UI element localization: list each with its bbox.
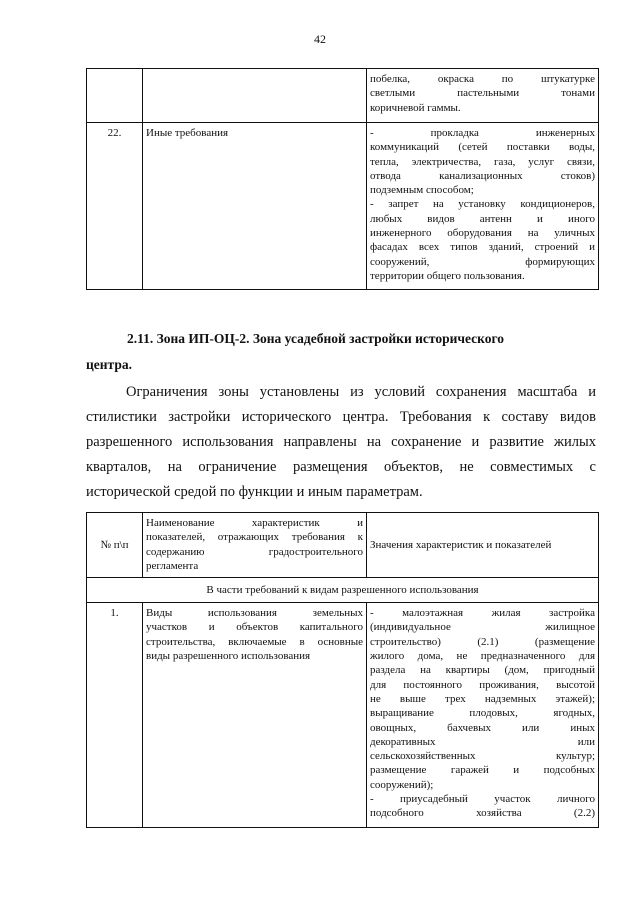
zone-requirements-table bbox=[86, 512, 599, 828]
characteristic-value bbox=[367, 69, 599, 123]
paragraph-line: стилистики застройки исторического центра. Требования к составу видов bbox=[86, 409, 596, 425]
table-row bbox=[87, 603, 599, 827]
header-line: Наименование характеристик и bbox=[146, 517, 363, 529]
section-heading-continuation: центра. bbox=[86, 357, 132, 372]
value-line: побелка, окраска по штукатурке bbox=[370, 73, 595, 85]
value-line: строительство) (2.1) (размещение bbox=[370, 635, 595, 648]
header-characteristics bbox=[143, 513, 367, 578]
value-line: коммуникаций (сетей поставки воды, bbox=[370, 141, 595, 154]
row-number bbox=[87, 69, 143, 123]
value-line: сооружений); bbox=[370, 778, 434, 791]
value-line: подземным способом; bbox=[370, 184, 474, 197]
value-line: сельскохозяйственных культур; bbox=[370, 750, 595, 763]
header-values: Значения характеристик и показателей bbox=[367, 513, 599, 578]
row-number: 22. bbox=[87, 123, 143, 290]
value-line: декоративных или bbox=[370, 735, 595, 748]
value-line: - прокладка инженерных bbox=[370, 127, 595, 139]
value-line: подсобного хозяйства (2.2) bbox=[370, 807, 595, 820]
value-line: для постоянного проживания, высотой bbox=[370, 678, 595, 691]
characteristic-value bbox=[367, 603, 599, 827]
characteristic-name bbox=[143, 69, 367, 123]
header-number: № п\п bbox=[87, 513, 143, 578]
value-line: территории общего пользования. bbox=[370, 269, 525, 282]
table-row bbox=[87, 69, 599, 123]
table-subheader-row bbox=[87, 578, 599, 603]
value-line: инженерного оборудования на уличных bbox=[370, 227, 595, 240]
section-paragraph bbox=[86, 380, 596, 505]
value-line: выращивание плодовых, ягодных, bbox=[370, 707, 595, 720]
value-line: светлыми пастельными тонами bbox=[370, 87, 595, 100]
value-line: - малоэтажная жилая застройка bbox=[370, 607, 595, 620]
value-line: раздела на квартиры (дом, пригодный bbox=[370, 664, 595, 677]
paragraph-line: кварталов, на ограничение размещения объектов, не совместимых с bbox=[86, 459, 596, 475]
characteristic-value bbox=[367, 123, 599, 290]
paragraph-line: разрешенного использования направлены на сохранение и развитие жилых bbox=[86, 434, 596, 450]
paragraph-line: Ограничения зоны установлены из условий сохранения масштаба и bbox=[126, 384, 596, 400]
name-line: строительства, включаемые в основные bbox=[146, 635, 363, 648]
table-row bbox=[87, 123, 599, 290]
row-number: 1. bbox=[87, 603, 143, 827]
header-line: показателей, отражающих требования к bbox=[146, 531, 363, 544]
paragraph-line: исторической средой по функции и иным параметрам. bbox=[86, 484, 423, 500]
requirements-table-continued bbox=[86, 68, 599, 290]
value-line: сооружений, формирующих bbox=[370, 255, 595, 268]
name-line: участков и объектов капитального bbox=[146, 621, 363, 634]
value-line: (индивидуальное жилищное bbox=[370, 621, 595, 634]
header-line: регламента bbox=[146, 559, 199, 572]
value-line: тепла, электричества, газа, услуг связи, bbox=[370, 155, 595, 168]
characteristic-name bbox=[143, 603, 367, 827]
value-line: - приусадебный участок личного bbox=[370, 793, 595, 806]
value-line: овощных, бахчевых или иных bbox=[370, 721, 595, 734]
name-line: Виды использования земельных bbox=[146, 607, 363, 620]
value-line: - запрет на установку кондиционеров, bbox=[370, 198, 595, 211]
header-line: содержанию градостроительного bbox=[146, 545, 363, 558]
value-line: любых видов антенн и иного bbox=[370, 212, 595, 225]
section-heading: 2.11. Зона ИП-ОЦ-2. Зона усадебной застройки исторического bbox=[127, 331, 505, 346]
characteristic-name: Иные требования bbox=[143, 123, 367, 290]
value-line: жилого дома, не предназначенного для bbox=[370, 650, 595, 663]
value-line: отвода канализационных стоков) bbox=[370, 169, 595, 182]
subheader-text: В части требований к видам разрешенного использования bbox=[87, 578, 599, 603]
table-header-row bbox=[87, 513, 599, 578]
value-line: коричневой гаммы. bbox=[370, 101, 461, 114]
value-line: фасадах всех типов зданий, строений и bbox=[370, 241, 595, 254]
page-number: 42 bbox=[314, 32, 326, 46]
value-line: не выше трех надземных этажей); bbox=[370, 692, 595, 705]
value-line: размещение гаражей и подсобных bbox=[370, 764, 595, 777]
name-line: виды разрешенного использования bbox=[146, 650, 311, 663]
